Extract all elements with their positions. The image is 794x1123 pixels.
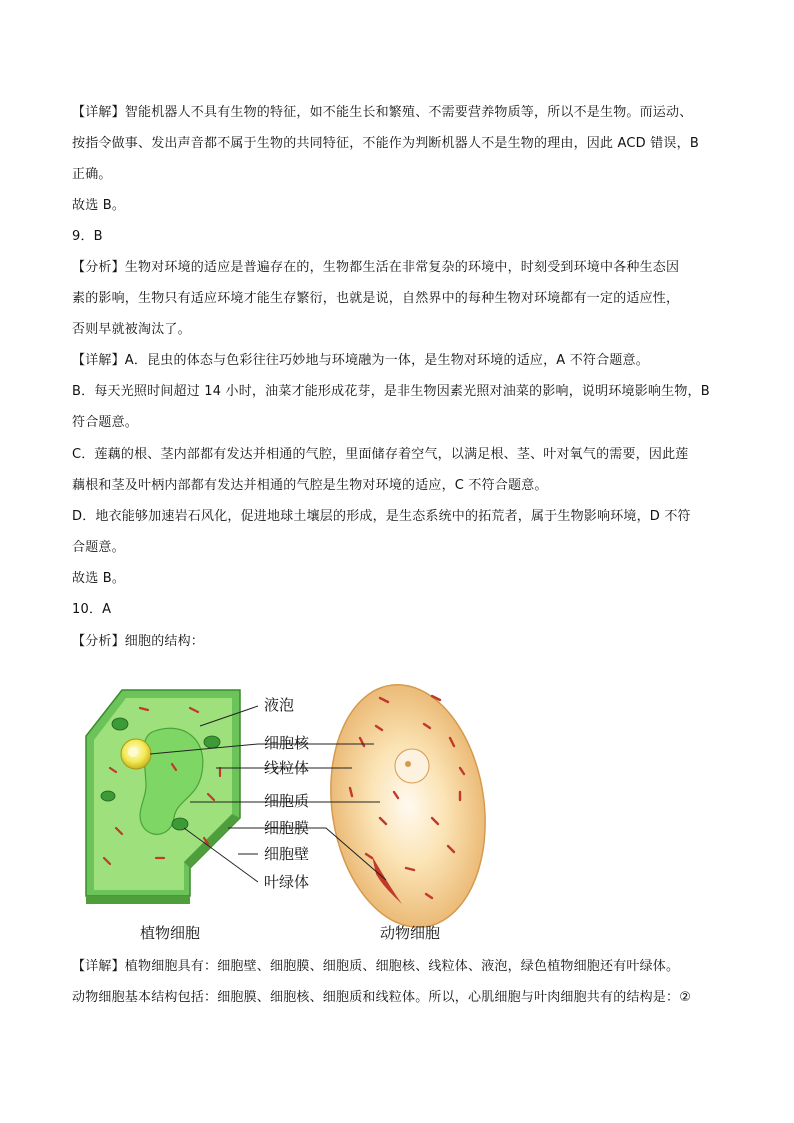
question-number: 9．B <box>72 229 103 244</box>
text-line: 【分析】生物对环境的适应是普遍存在的，生物都生活在非常复杂的环境中，时刻受到环境中各种生态因 <box>72 260 680 275</box>
text-line: 藕根和茎及叶柄内部都有发达并相通的气腔是生物对环境的适应，C 不符合题意。 <box>72 478 548 493</box>
text-line: 【详解】A．昆虫的体态与色彩往往巧妙地与环境融为一体，是生物对环境的适应，A 不符合题意。 <box>72 353 649 368</box>
label-mitochondria: 线粒体 <box>264 759 310 777</box>
label-nucleus: 细胞核 <box>264 734 310 752</box>
text-line: 合题意。 <box>72 540 125 555</box>
text-line: C．莲藕的根、茎内部都有发达并相通的气腔，里面储存着空气，以满足根、茎、叶对氧气的需要，因此莲 <box>72 447 689 462</box>
text-line: 故选 B。 <box>72 571 126 586</box>
label-cell-membrane: 细胞膜 <box>264 819 310 837</box>
text-line: D．地衣能够加速岩石风化，促进地球土壤层的形成，是生态系统中的拓荒者，属于生物影响环境，D 不符 <box>72 509 691 524</box>
text-line: 【详解】植物细胞具有：细胞壁、细胞膜、细胞质、细胞核、线粒体、液泡，绿色植物细胞还有叶绿体。 <box>72 959 680 974</box>
cell-structure-figure <box>80 668 500 948</box>
caption-animal-cell: 动物细胞 <box>380 924 441 942</box>
label-cell-wall: 细胞壁 <box>264 845 310 863</box>
text-line: 按指令做事、发出声音都不属于生物的共同特征，不能作为判断机器人不是生物的理由，因此 ACD 错误，B <box>72 136 699 151</box>
plant-cell <box>86 690 240 904</box>
text-line: 【分析】细胞的结构： <box>72 634 205 649</box>
question-number: 10．A <box>72 602 112 617</box>
label-cytoplasm: 细胞质 <box>264 792 310 810</box>
caption-plant-cell: 植物细胞 <box>140 924 201 942</box>
text-line: 故选 B。 <box>72 198 126 213</box>
text-line: 【详解】智能机器人不具有生物的特征，如不能生长和繁殖、不需要营养物质等，所以不是生物。而运动、 <box>72 105 693 120</box>
label-vacuole: 液泡 <box>264 696 295 714</box>
text-line: 否则早就被淘汰了。 <box>72 322 191 337</box>
text-line: 正确。 <box>72 167 112 182</box>
text-line: 符合题意。 <box>72 415 139 430</box>
text-line: 动物细胞基本结构包括：细胞膜、细胞核、细胞质和线粒体。所以，心肌细胞与叶肉细胞共有的结构是：② <box>72 990 692 1005</box>
animal-cell <box>316 675 500 938</box>
text-line: 素的影响，生物只有适应环境才能生存繁衍，也就是说，自然界中的每种生物对环境都有一定的适应性， <box>72 291 680 306</box>
label-chloroplast: 叶绿体 <box>264 873 310 891</box>
text-line: B．每天光照时间超过 14 小时，油菜才能形成花芽，是非生物因素光照对油菜的影响，说明环境影响生物，B <box>72 384 710 399</box>
